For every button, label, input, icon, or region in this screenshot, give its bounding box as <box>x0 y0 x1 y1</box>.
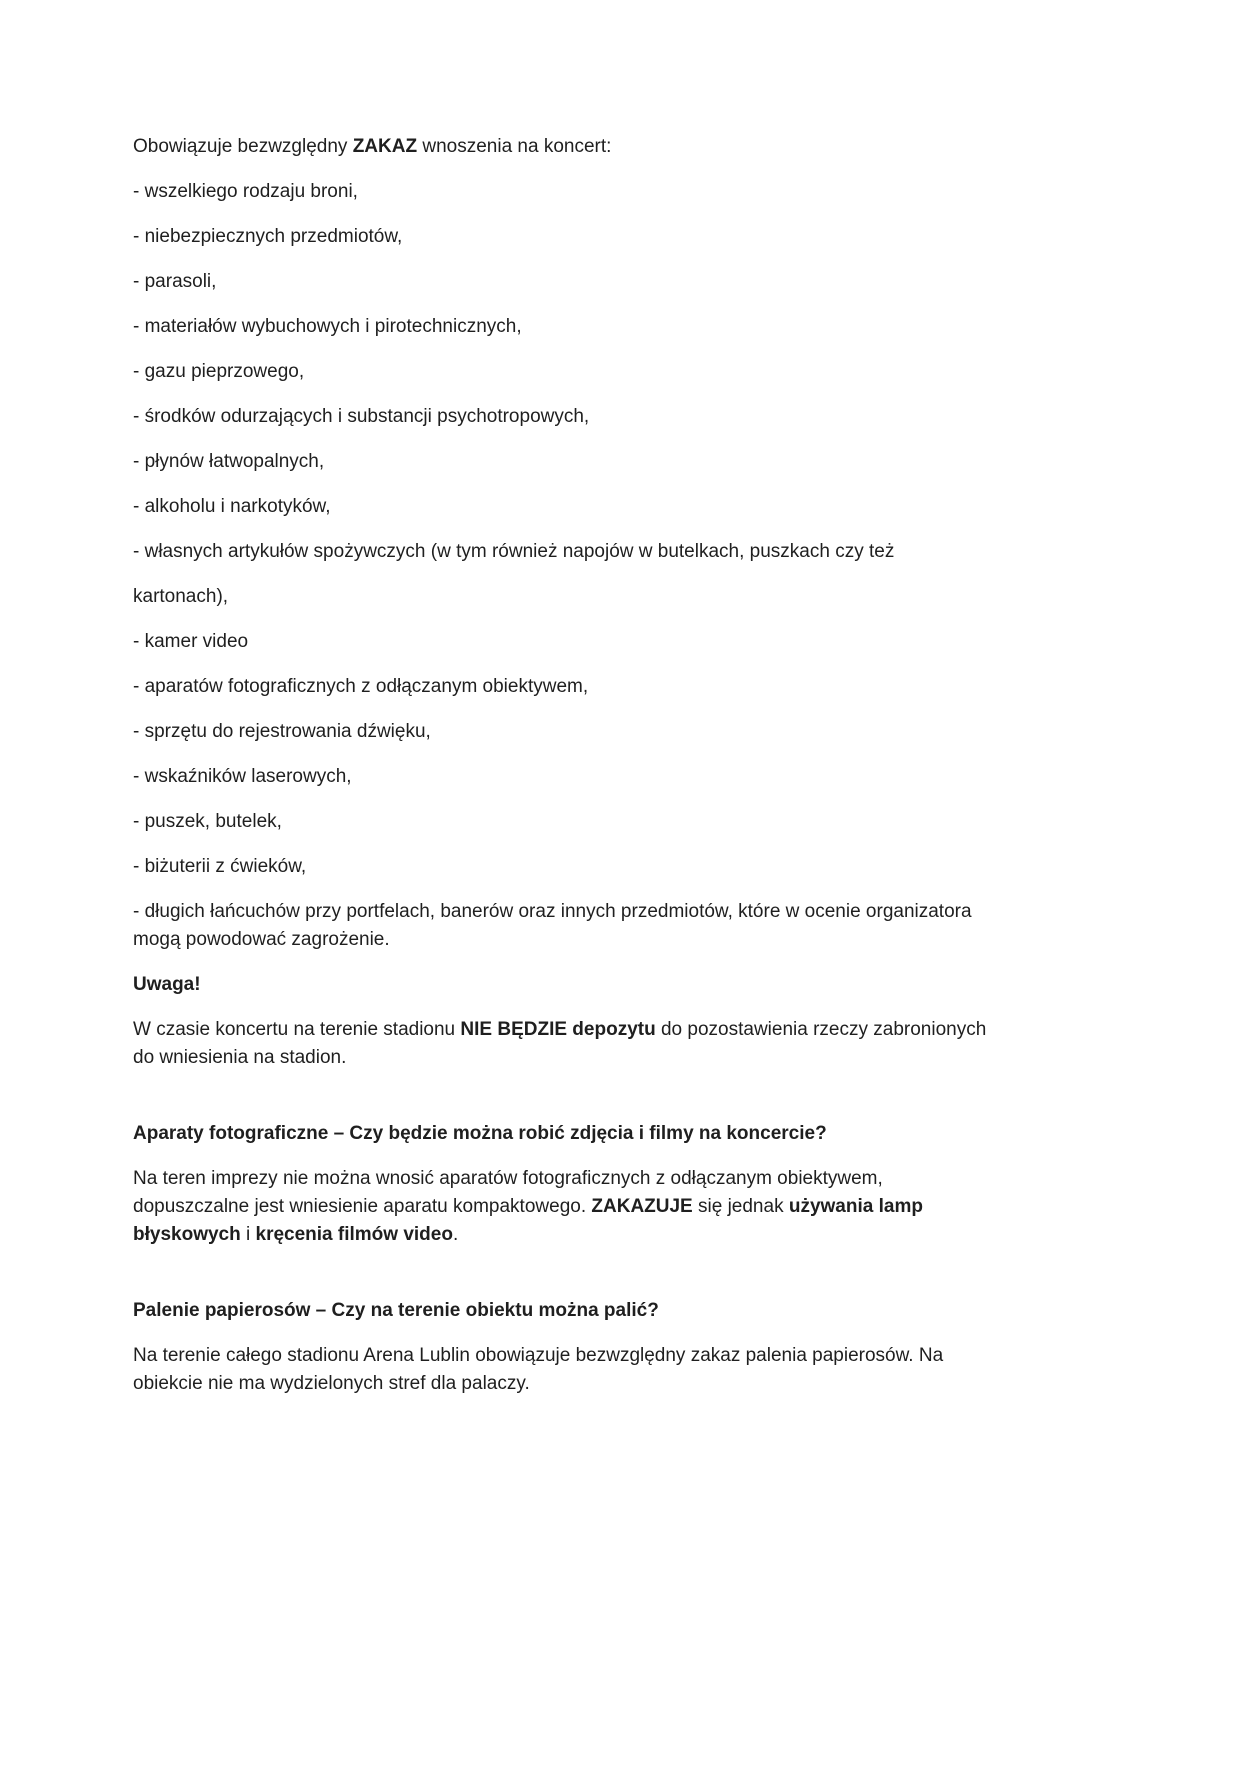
text-run: Aparaty fotograficzne – Czy będzie można robić zdjęcia i filmy na koncercie? <box>133 1123 827 1144</box>
list-item-niebezpieczne-przedmioty <box>133 223 1127 251</box>
text-run: . <box>452 1224 459 1245</box>
text-run: kartonach), <box>133 586 229 607</box>
list-item-srodki-odurzajace <box>133 403 1127 431</box>
heading-aparaty-fotograficzne <box>133 1120 1127 1148</box>
text-run: ZAKAZ <box>352 136 418 157</box>
text-run: - aparatów fotograficznych z odłączanym obiektywem, <box>133 676 589 697</box>
text-run: - długich łańcuchów przy portfelach, banerów oraz innych przedmiotów, które w ocenie organizatora <box>133 901 972 922</box>
list-item-aparaty-fotograficzne <box>133 673 1127 701</box>
text-run: kręcenia filmów video <box>255 1224 453 1245</box>
text-run: do wniesienia na stadion. <box>133 1047 347 1068</box>
text-run: - niebezpiecznych przedmiotów, <box>133 226 403 247</box>
text-run: Na teren imprezy nie można wnosić aparatów fotograficznych z odłączanym obiektywem, <box>133 1168 883 1189</box>
text-run: wnoszenia na koncert: <box>417 136 612 157</box>
aparaty-paragraph <box>133 1165 1127 1249</box>
text-run: W czasie koncertu na terenie stadionu <box>133 1019 461 1040</box>
text-run: - wszelkiego rodzaju broni, <box>133 181 358 202</box>
text-run: - kamer video <box>133 631 249 652</box>
list-item-bizuteria-cwieki <box>133 853 1127 881</box>
text-run: Obowiązuje bezwzględny <box>133 136 353 157</box>
text-run: - alkoholu i narkotyków, <box>133 496 331 517</box>
depozyt-paragraph <box>133 1016 1127 1072</box>
text-run: Uwaga! <box>133 974 201 995</box>
list-item-materialy-wybuchowe <box>133 313 1127 341</box>
uwaga-label <box>133 971 1127 999</box>
list-item-wskazniki-laserowe <box>133 763 1127 791</box>
text-run: - sprzętu do rejestrowania dźwięku, <box>133 721 431 742</box>
intro-paragraph <box>133 133 1127 161</box>
text-run: - gazu pieprzowego, <box>133 361 305 382</box>
document-body <box>133 133 1127 1398</box>
list-item-dlugie-lancuchy <box>133 898 1127 954</box>
text-run: - własnych artykułów spożywczych (w tym również napojów w butelkach, puszkach czy też <box>133 541 895 562</box>
list-item-gaz-pieprzowy <box>133 358 1127 386</box>
list-item-kamery-video <box>133 628 1127 656</box>
text-run: mogą powodować zagrożenie. <box>133 929 390 950</box>
list-item-parasole <box>133 268 1127 296</box>
list-item-artykuly-spozywcze-kontynuacja <box>133 583 1127 611</box>
text-run: - biżuterii z ćwieków, <box>133 856 307 877</box>
text-run: NIE BĘDZIE depozytu <box>460 1019 656 1040</box>
text-run: obiekcie nie ma wydzielonych stref dla palaczy. <box>133 1373 530 1394</box>
list-item-alkohol-narkotyki <box>133 493 1127 521</box>
text-run: - materiałów wybuchowych i pirotechnicznych, <box>133 316 522 337</box>
text-run: używania lamp <box>788 1196 923 1217</box>
list-item-broni <box>133 178 1127 206</box>
text-run: dopuszczalne jest wniesienie aparatu kompaktowego. <box>133 1196 592 1217</box>
text-run: - płynów łatwopalnych, <box>133 451 325 472</box>
text-run: do pozostawienia rzeczy zabronionych <box>655 1019 987 1040</box>
text-run: - parasoli, <box>133 271 217 292</box>
list-item-sprzet-rejestrowania <box>133 718 1127 746</box>
palenie-paragraph <box>133 1342 1127 1398</box>
text-run: się jednak <box>692 1196 789 1217</box>
text-run: ZAKAZUJE <box>591 1196 693 1217</box>
text-run: - puszek, butelek, <box>133 811 282 832</box>
text-run: Palenie papierosów – Czy na terenie obiektu można palić? <box>133 1300 659 1321</box>
heading-palenie-papierosow <box>133 1297 1127 1325</box>
list-item-artykuly-spozywcze <box>133 538 1127 566</box>
text-run: błyskowych <box>133 1224 241 1245</box>
text-run: - środków odurzających i substancji psychotropowych, <box>133 406 590 427</box>
text-run: Na terenie całego stadionu Arena Lublin obowiązuje bezwzględny zakaz palenia papierosów. Na <box>133 1345 944 1366</box>
text-run: i <box>240 1224 256 1245</box>
list-item-plyny-latwopalne <box>133 448 1127 476</box>
list-item-puszki-butelki <box>133 808 1127 836</box>
text-run: - wskaźników laserowych, <box>133 766 352 787</box>
